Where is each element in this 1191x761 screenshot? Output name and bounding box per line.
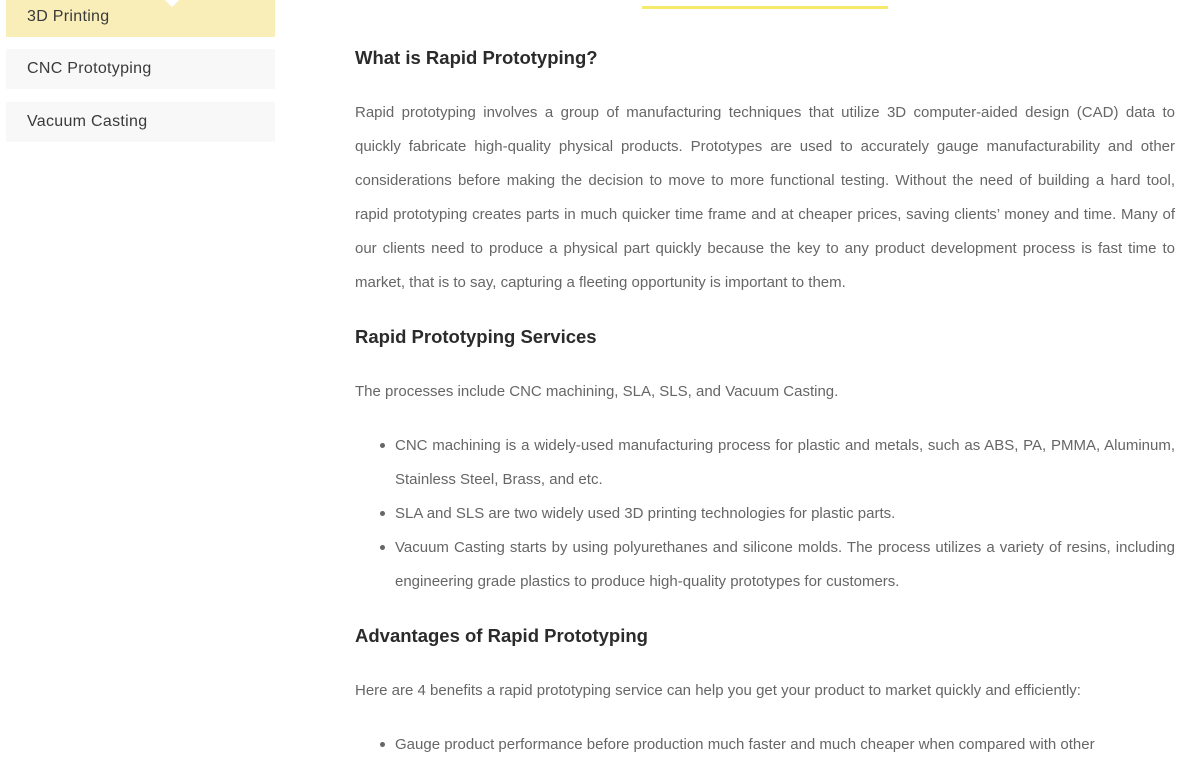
advantages-list bbox=[355, 728, 1175, 761]
list-item bbox=[395, 429, 1175, 497]
section-heading-services: Rapid Prototyping Services bbox=[355, 326, 597, 347]
bullet-dot bbox=[380, 443, 385, 448]
list-item-text: Vacuum Casting starts by using polyurethanes and silicone molds. The process utilizes a variety of resins, including engineering grade plastics to produce high-quality prototypes for customers. bbox=[395, 539, 1175, 590]
tab-underline-divider bbox=[642, 6, 888, 9]
list-item bbox=[395, 497, 1175, 531]
active-indicator-notch bbox=[165, 0, 179, 7]
services-list bbox=[355, 429, 1175, 599]
sidebar-item-label: 3D Printing bbox=[27, 8, 110, 25]
sidebar-item-cnc-prototyping[interactable] bbox=[6, 49, 275, 89]
sidebar-item-3d-printing[interactable] bbox=[6, 0, 275, 37]
bullet-dot bbox=[380, 742, 385, 747]
sidebar-item-label: Vacuum Casting bbox=[27, 113, 148, 130]
list-item-text: SLA and SLS are two widely used 3D printing technologies for plastic parts. bbox=[395, 505, 896, 522]
bullet-dot bbox=[380, 545, 385, 550]
list-item bbox=[395, 728, 1175, 761]
list-item bbox=[395, 531, 1175, 599]
section-heading-advantages: Advantages of Rapid Prototyping bbox=[355, 625, 648, 646]
sidebar-item-label: CNC Prototyping bbox=[27, 60, 152, 77]
sidebar-item-vacuum-casting[interactable] bbox=[6, 102, 275, 142]
sidebar-nav bbox=[6, 0, 275, 142]
list-item-text: Gauge product performance before production much faster and much cheaper when compared with other bbox=[395, 736, 1095, 753]
advantages-intro: Here are 4 benefits a rapid prototyping service can help you get your product to market quickly and efficiently: bbox=[355, 682, 1081, 699]
bullet-dot bbox=[380, 511, 385, 516]
section-paragraph-what-is: Rapid prototyping involves a group of manufacturing techniques that utilize 3D computer-aided design (CAD) data to quickly fabricate high-quality physical products. Prototypes are used to accurately gauge manufacturability and other considerations before making the decision to move to more functional testing. Without the need of building a hard tool, rapid prototyping creates parts in much quicker time frame and at cheaper prices, saving clients’ money and time. Many of our clients need to produce a physical part quickly because the key to any product development process is fast time to market, that is to say, capturing a fleeting opportunity is important to them. bbox=[355, 104, 1175, 291]
section-heading-what-is: What is Rapid Prototyping? bbox=[355, 47, 598, 68]
list-item-text: CNC machining is a widely-used manufacturing process for plastic and metals, such as ABS, PA, PMMA, Aluminum, Stainless Steel, Brass, and etc. bbox=[395, 437, 1175, 488]
services-intro: The processes include CNC machining, SLA, SLS, and Vacuum Casting. bbox=[355, 383, 839, 400]
